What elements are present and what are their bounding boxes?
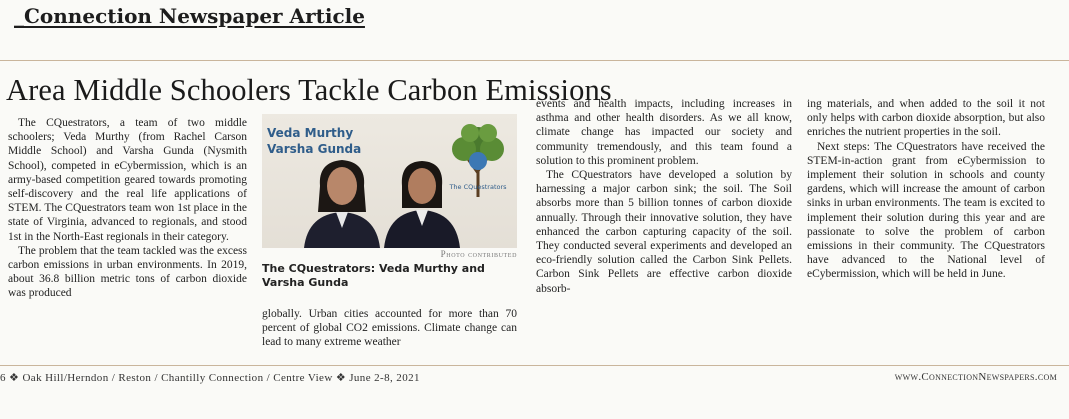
top-rule xyxy=(0,60,1069,61)
photo-credit: Photo contributed xyxy=(440,249,517,259)
photo-name-label: Veda Murthy xyxy=(267,126,354,140)
person-left xyxy=(302,156,382,248)
photo-caption: The CQuestrators: Veda Murthy and Varsha Gunda xyxy=(262,262,485,289)
photo-name-label: Varsha Gunda xyxy=(267,142,362,156)
paragraph: The problem that the team tackled was the excess carbon emissions in urban environments. In 2019, about 36.8 billion metric tons of carbon dioxide was produced xyxy=(8,244,247,300)
article-column-2 xyxy=(262,307,517,350)
paragraph: The CQuestrators, a team of two middle schoolers; Veda Murthy (from Rachel Carson Middle School) and Varsha Gunda (Nysmith School), competed in eCybermission, which is an army-based competition geared towards promoting self-discovery and the real life applications of STEM. The CQuestrators team won 1st place in the state of Virginia, advanced to regionals, and stood 1st in the North-East regionals in their category. xyxy=(8,117,247,243)
paragraph: events and health impacts, including increases in asthma and other health disorders. As we all know, climate change has impacted our society and community tremendously, and this team found a solution to this prominent problem. xyxy=(536,98,792,167)
bottom-rule xyxy=(0,365,1069,366)
paragraph: ing materials, and when added to the soil it not only helps with carbon dioxide absorption, but also enriches the nutrient properties in the soil. xyxy=(807,98,1045,139)
person-right xyxy=(382,158,462,248)
article-headline: Area Middle Schoolers Tackle Carbon Emissions xyxy=(6,73,612,107)
paragraph: Next steps: The CQuestrators have received the STEM-in-action grant from eCybermission to implement their solution in schools and county gardens, which will increase the amount of carbon sinks in urban environments. The team is excited to implement their solution during this year and are passionate to solve the problem of carbon emissions in their community. The CQuestrators have advanced to the National level of eCybermission, which will be held in June. xyxy=(807,140,1045,281)
footer-website: www.ConnectionNewspapers.com xyxy=(894,371,1057,383)
footer-folio: 6 ❖ Oak Hill/Herndon / Reston / Chantilly Connection / Centre View ❖ June 2-8, 2021 xyxy=(0,372,420,384)
article-column-1 xyxy=(8,116,247,301)
page-heading: _Connection Newspaper Article xyxy=(14,4,365,28)
article-column-3 xyxy=(536,97,792,296)
paragraph: The CQuestrators have developed a solution by harnessing a major carbon sink; the soil. The Soil absorbs more than 5 billion tonnes of carbon dioxide annually. Through their innovative solution, they have enhanced the carbon capturing capacity of the soil. They conducted several experiments and developed an eco-friendly solution called the Carbon Sink Pellets. Carbon Sink Pellets are effective carbon dioxide absorb- xyxy=(536,169,792,295)
article-photo xyxy=(262,114,517,248)
article-column-4 xyxy=(807,97,1045,282)
logo-text: The CQuestrators xyxy=(449,183,507,191)
paragraph: globally. Urban cities accounted for more than 70 percent of global CO2 emissions. Climate change can lead to many extreme weather xyxy=(262,308,517,349)
